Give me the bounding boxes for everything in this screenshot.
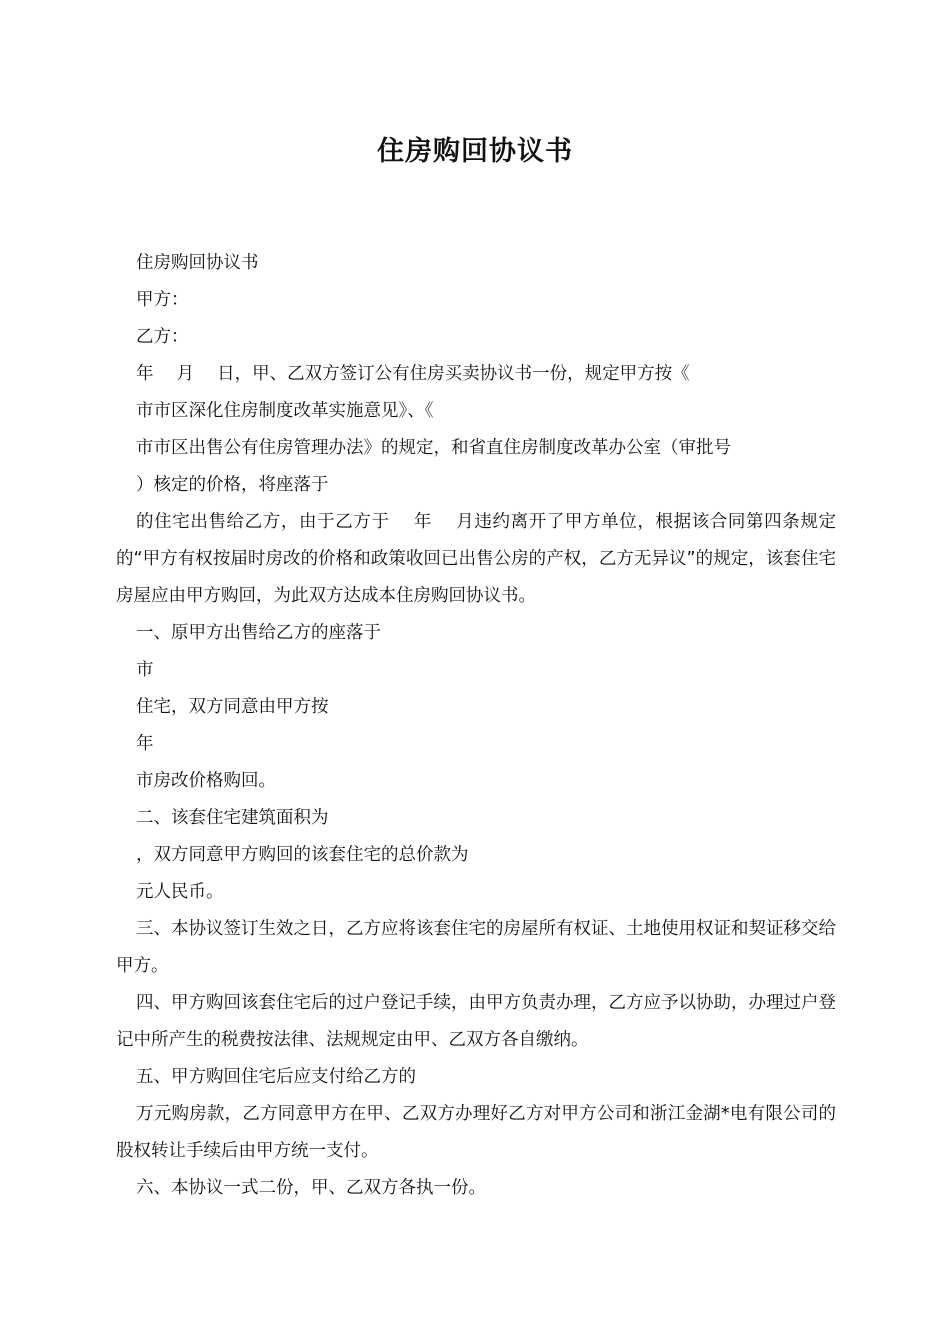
paragraph: ）核定的价格，将座落于 [136,475,329,495]
paragraph: ，双方同意甲方购回的该套住宅的总价款为 [136,845,469,865]
paragraph: 市市区出售公有住房管理办法》的规定，和省直住房制度改革办公室（审批号 [136,438,731,458]
paragraph: 三、本协议签订生效之日，乙方应将该套住宅的房屋所有权证、土地使用权证和契证移交给甲方。 [116,919,836,976]
document-title: 住房购回协议书 [377,136,573,167]
paragraph: 市市区深化住房制度改革实施意见》、《 [136,401,434,421]
paragraph: 四、甲方购回该套住宅后的过户登记手续，由甲方负责办理，乙方应予以协助，办理过户登记中所产生的税费按法律、法规规定由甲、乙双方各自缴纳。 [116,993,836,1050]
paragraph: 的住宅出售给乙方，由于乙方于 年 月违约离开了甲方单位，根据该合同第四条规定的“甲方有权按届时房改的价格和政策收回已出售公房的产权，乙方无异议”的规定，该套住宅房屋应由甲方购回，为此双方达成本住房购回协议书。 [116,512,836,606]
paragraph: 一、原甲方出售给乙方的座落于 [136,623,381,643]
paragraph: 市房改价格购回。 [136,771,276,791]
paragraph: 乙方： [136,327,189,347]
paragraph: 五、甲方购回住宅后应支付给乙方的 [136,1067,416,1087]
paragraph: 六、本协议一式二份，甲、乙双方各执一份。 [136,1178,486,1198]
document-body [116,245,836,1207]
paragraph: 年 月 日，甲、乙双方签订公有住房买卖协议书一份，规定甲方按《 [136,364,690,384]
paragraph: 万元购房款，乙方同意甲方在甲、乙双方办理好乙方对甲方公司和浙江金湖*电有限公司的股权转让手续后由甲方统一支付。 [116,1104,836,1161]
paragraph: 甲方： [136,290,189,310]
paragraph: 年 [136,734,154,754]
paragraph: 二、该套住宅建筑面积为 [136,808,329,828]
paragraph: 住房购回协议书 [136,253,259,273]
paragraph: 元人民币。 [136,882,224,902]
paragraph: 市 [136,660,154,680]
paragraph: 住宅，双方同意由甲方按 [136,697,329,717]
